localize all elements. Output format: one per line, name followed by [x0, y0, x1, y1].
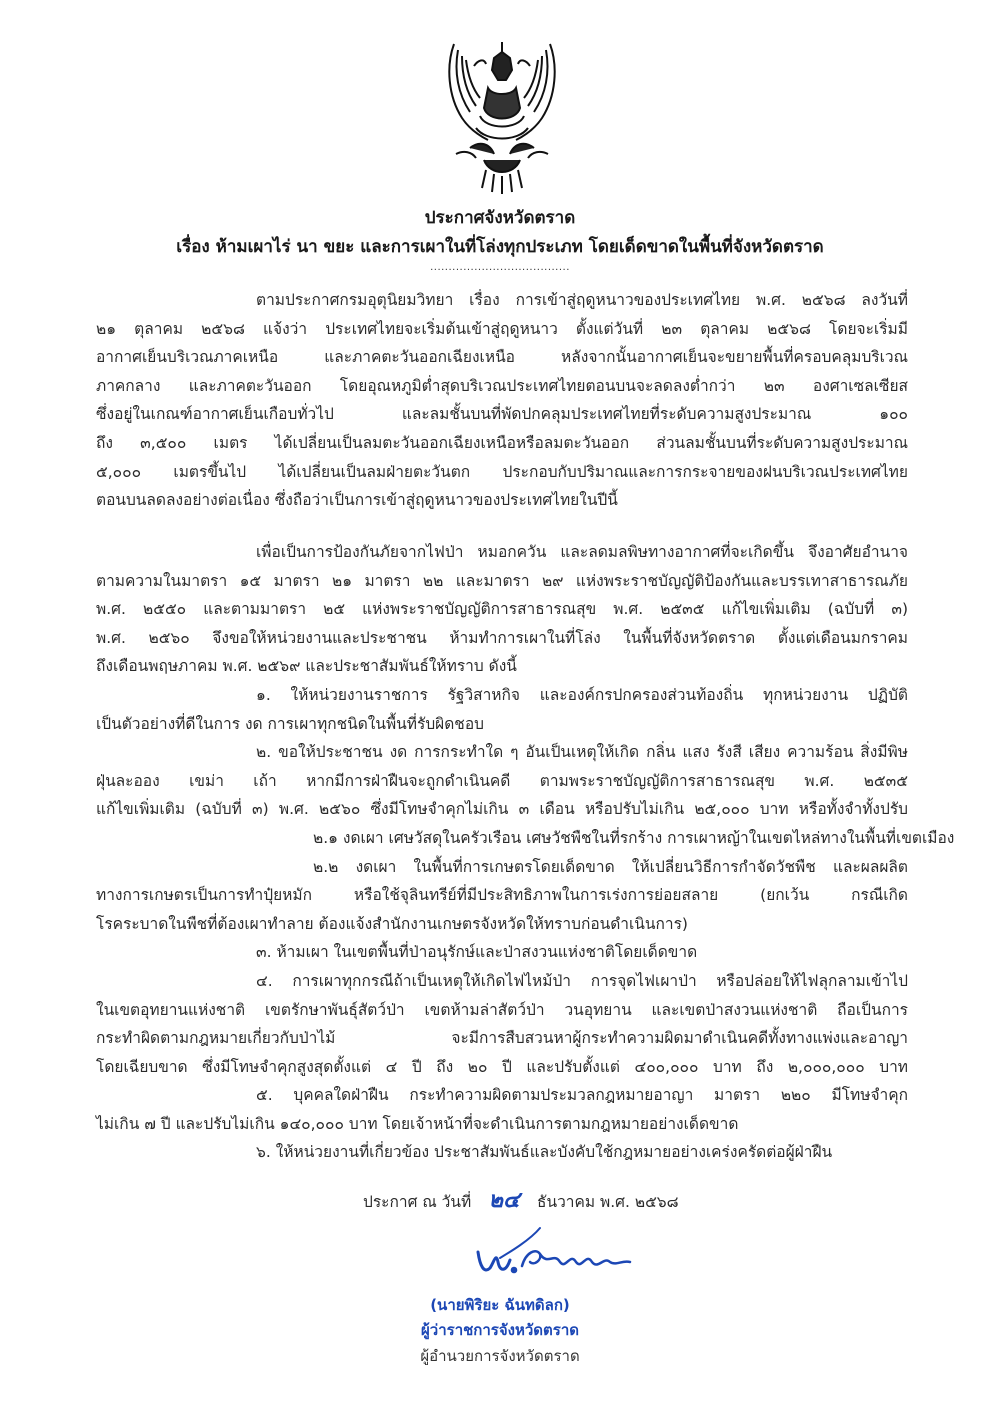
signer-name: (นายพิริยะ ฉันทดิลก)	[430, 1296, 570, 1314]
garuda-emblem-icon	[440, 36, 564, 198]
date-prefix: ประกาศ ณ วันที่	[363, 1193, 472, 1211]
document-subject: เรื่อง ห้ามเผาไร่ นา ขยะ และการเผาในที่โล่งทุกประเภท โดยเด็ดขาดในพื้นที่จังหวัดตราด	[176, 237, 824, 257]
text-line: กระทำผิดตามกฎหมายเกี่ยวกับป่าไม้ จะมีการสืบสวนหาผู้กระทำความผิดมาดำเนินคดีทั้งทางแพ่งและอาญา	[96, 1029, 908, 1048]
text-line: ซึ่งอยู่ในเกณฑ์อากาศเย็นเกือบทั่วไป และลมชั้นบนที่พัดปกคลุมประเทศไทยที่ระดับความสูงประมาณ ๑๐๐	[96, 405, 908, 424]
item-2-1	[96, 824, 955, 853]
text-line: ๒.๑ งดเผา เศษวัสดุในครัวเรือน เศษวัชพืชในที่รกร้าง การเผาหญ้าในเขตไหล่ทางในพื้นที่เขตเมือง	[313, 828, 955, 847]
handwritten-day: ๒๔	[488, 1188, 520, 1213]
text-line: ตามความในมาตรา ๑๕ มาตรา ๒๑ มาตรา ๒๒ และมาตรา ๒๙ แห่งพระราชบัญญัติป้องกันและบรรเทาสาธารณภัย	[96, 571, 908, 590]
text-line: พ.ศ. ๒๕๕๐ และตามมาตรา ๒๕ แห่งพระราชบัญญัติการสาธารณสุข พ.ศ. ๒๕๓๕ แก้ไขเพิ่มเติม (ฉบับที่ ๓)	[96, 600, 908, 619]
item-2-2	[96, 853, 908, 939]
text-line: ๕,๐๐๐ เมตรขึ้นไป ได้เปลี่ยนเป็นลมฝ่ายตะวันตก ประกอบกับปริมาณและการกระจายของฝนบริเวณประเทศไทย	[96, 462, 908, 481]
handwritten-signature-icon	[470, 1222, 640, 1282]
text-line: ๒๑ ตุลาคม ๒๕๖๘ แจ้งว่า ประเทศไทยจะเริ่มต้นเข้าสู่ฤดูหนาว ตั้งแต่วันที่ ๒๓ ตุลาคม ๒๕๖๘ โดยจะเริ่มมี	[96, 319, 908, 338]
item-5	[96, 1081, 908, 1138]
item-3	[96, 938, 908, 967]
paragraph-2	[96, 538, 955, 1167]
text-line: ๓. ห้ามเผา ในเขตพื้นที่ป่าอนุรักษ์และป่าสงวนแห่งชาติโดยเด็ดขาด	[256, 943, 698, 962]
text-line: ๒. ขอให้ประชาชน งด การกระทำใด ๆ อันเป็นเหตุให้เกิด กลิ่น แสง รังสี เสียง ความร้อน สิ่งมีพิษ	[256, 743, 908, 762]
text-line: โรคระบาดในพืชที่ต้องเผาทำลาย ต้องแจ้งสำนักงานเกษตรจังหวัดให้ทราบก่อนดำเนินการ)	[96, 914, 688, 933]
text-line: เพื่อเป็นการป้องกันภัยจากไฟป่า หมอกควัน และลดมลพิษทางอากาศที่จะเกิดขึ้น จึงอาศัยอำนาจ	[256, 543, 908, 561]
text-line: ถึง ๓,๕๐๐ เมตร ได้เปลี่ยนเป็นลมตะวันออกเฉียงเหนือหรือลมตะวันออก ส่วนลมชั้นบนที่ระดับความสูงประมาณ	[96, 433, 908, 452]
signer-role: ผู้อำนวยการจังหวัดตราด	[420, 1347, 580, 1365]
item-4	[96, 967, 908, 1081]
text-line: ในเขตอุทยานแห่งชาติ เขตรักษาพันธุ์สัตว์ป่า เขตห้ามล่าสัตว์ป่า วนอุทยาน และเขตป่าสงวนแห่งชาติ ถือเป็นการ	[96, 1000, 908, 1019]
text-line: ถึงเดือนพฤษภาคม พ.ศ. ๒๕๖๙ และประชาสัมพันธ์ให้ทราบ ดังนี้	[96, 657, 517, 676]
paragraph-1	[96, 286, 908, 515]
text-line: ๔. การเผาทุกกรณีถ้าเป็นเหตุให้เกิดไฟไหม้ป่า การจุดไฟเผาป่า หรือปล่อยให้ไฟลุกลามเข้าไป	[256, 971, 908, 990]
text-line: ๖. ให้หน่วยงานที่เกี่ยวข้อง ประชาสัมพันธ์และบังคับใช้กฎหมายอย่างเคร่งครัดต่อผู้ฝ่าฝืน	[256, 1143, 833, 1162]
text-line: ๒.๒ งดเผา ในพื้นที่การเกษตรโดยเด็ดขาด ให้เปลี่ยนวิธีการกำจัดวัชพืช และผลผลิต	[313, 857, 908, 876]
item-2	[96, 738, 908, 824]
text-line: ทางการเกษตรเป็นการทำปุ๋ยหมัก หรือใช้จุลินทรีย์ที่มีประสิทธิภาพในการเร่งการย่อยสลาย (ยกเว้น กรณีเกิด	[96, 886, 908, 905]
text-line: ภาคกลาง และภาคตะวันออก โดยอุณหภูมิต่ำสุดบริเวณประเทศไทยตอนบนจะลดลงต่ำกว่า ๒๓ องศาเซลเซียส	[96, 376, 908, 395]
text-line: ไม่เกิน ๗ ปี และปรับไม่เกิน ๑๔๐,๐๐๐ บาท โดยเจ้าหน้าที่จะดำเนินการตามกฎหมายอย่างเด็ดขาด	[96, 1114, 739, 1133]
text-line: ตามประกาศกรมอุตุนิยมวิทยา เรื่อง การเข้าสู่ฤดูหนาวของประเทศไทย พ.ศ. ๒๕๖๘ ลงวันที่	[256, 291, 908, 309]
document-title: ประกาศจังหวัดตราด	[424, 208, 576, 228]
signer-position: ผู้ว่าราชการจังหวัดตราด	[421, 1321, 579, 1339]
text-line: อากาศเย็นบริเวณภาคเหนือ และภาคตะวันออกเฉียงเหนือ หลังจากนั้นอากาศเย็นจะขยายพื้นที่ครอบคลุมบริเวณ	[96, 348, 908, 367]
item-6	[96, 1138, 908, 1167]
text-line: ฝุ่นละออง เขม่า เถ้า หากมีการฝ่าฝืนจะถูกดำเนินคดี ตามพระราชบัญญัติการสาธารณสุข พ.ศ. ๒๕๓๕	[96, 771, 908, 790]
text-line: ๑. ให้หน่วยงานราชการ รัฐวิสาหกิจ และองค์กรปกครองส่วนท้องถิ่น ทุกหน่วยงาน ปฏิบัติ	[256, 685, 908, 704]
announcement-date	[363, 1182, 679, 1217]
text-line: พ.ศ. ๒๕๖๐ จึงขอให้หน่วยงานและประชาชน ห้ามทำการเผาในที่โล่ง ในพื้นที่จังหวัดตราด ตั้งแต่เดือนมกราคม	[96, 628, 908, 647]
text-line: ตอนบนลดลงอย่างต่อเนื่อง ซึ่งถือว่าเป็นการเข้าสู่ฤดูหนาวของประเทศไทยในปีนี้	[96, 491, 618, 510]
text-line: ๕. บุคคลใดฝ่าฝืน กระทำความผิดตามประมวลกฎหมายอาญา มาตรา ๒๒๐ มีโทษจำคุก	[256, 1086, 908, 1105]
separator: ......................................	[430, 262, 570, 273]
text-line: เป็นตัวอย่างที่ดีในการ งด การเผาทุกชนิดในพื้นที่รับผิดชอบ	[96, 714, 484, 733]
date-suffix: ธันวาคม พ.ศ. ๒๕๖๘	[537, 1193, 679, 1211]
item-1	[96, 681, 908, 738]
text-line: โดยเฉียบขาด ซึ่งมีโทษจำคุกสูงสุดตั้งแต่ ๔ ปี ถึง ๒๐ ปี และปรับตั้งแต่ ๔๐๐,๐๐๐ บาท ถึง ๒,๐๐๐,๐๐๐ บาท	[96, 1057, 908, 1076]
text-line: แก้ไขเพิ่มเติม (ฉบับที่ ๓) พ.ศ. ๒๕๖๐ ซึ่งมีโทษจำคุกไม่เกิน ๓ เดือน หรือปรับไม่เกิน ๒๕,๐๐๐ บาท หรือทั้งจำทั้งปรับ	[96, 800, 908, 819]
